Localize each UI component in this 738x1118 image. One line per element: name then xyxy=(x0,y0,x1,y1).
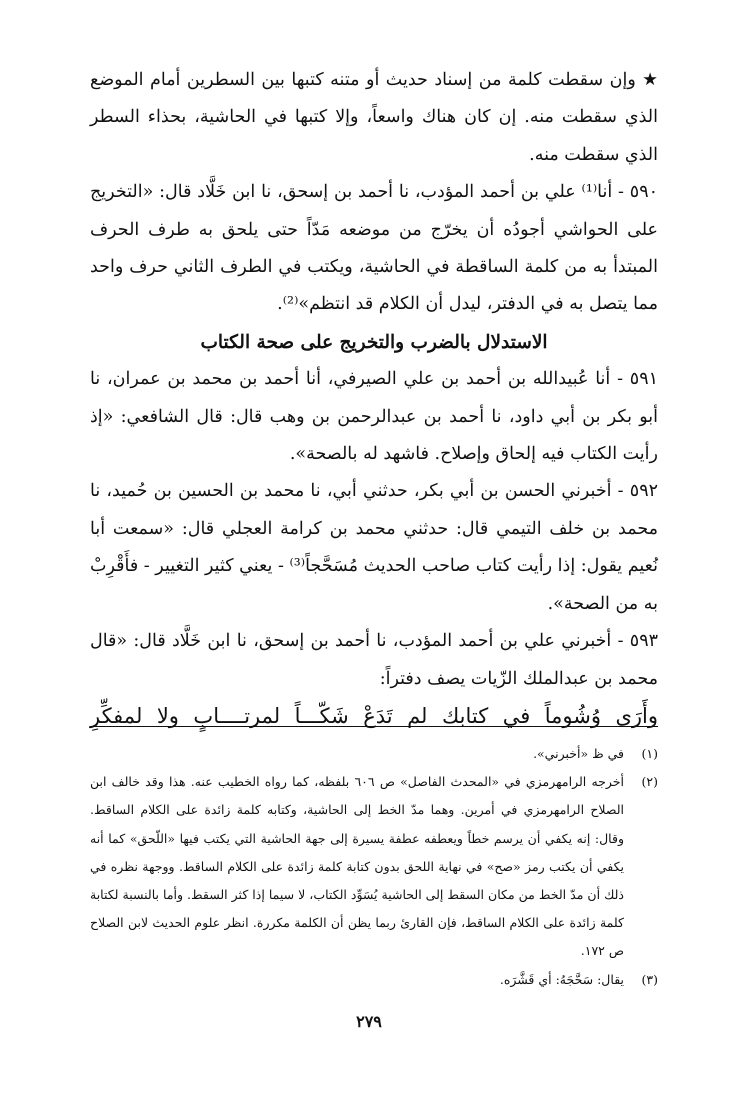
footnote-number: (٢) xyxy=(641,774,658,790)
footnote-separator xyxy=(90,726,658,727)
paragraph-592: ٥٩٢ - أخبرني الحسن بن أبي بكر، حدثني أبي، نا محمد بن الحسين بن حُميد، نا محمد بن خلف التيمي قال: حدثني محمد بن كرامة العجلي قال: «سمعت أبا نُعيم يقول: إذا رأيت كتاب صاحب الحديث مُسَحَّجاً⁽³⁾ - يعني كثير التغيير - فأَقْرِبْ به من الصحة». xyxy=(90,481,658,614)
footnote xyxy=(90,740,658,768)
verse-line: وأَرَى وُشُوماً في كتابك لم تَدَعْ شَكّـــاً لمرتــــابٍ ولا لمفكِّرِ xyxy=(90,703,658,728)
footnote-number: (٣) xyxy=(641,971,658,987)
footnote-text: في ظ «أخبرني». xyxy=(533,746,624,761)
footnote xyxy=(90,768,658,965)
footnotes xyxy=(90,740,658,994)
paragraph-593: ٥٩٣ - أخبرني علي بن أحمد المؤدب، نا أحمد بن إسحق، نا ابن خَلَّاد قال: «قال محمد بن عبدالملك الزّيات يصف دفتراً: xyxy=(90,631,658,689)
paragraph-590: ٥٩٠ - أنا⁽¹⁾ علي بن أحمد المؤدب، نا أحمد بن إسحق، نا ابن خَلَّاد قال: «التخريج على الحواشي أجودُه أن يخرّج من موضعه مَدّاً حتى يلحق به طرف الحرف المبتدأ به من كلمة الساقطة في الحاشية، ويكتب في الطرف الثاني حرف واحد مما يتصل به في الدفتر، ليدل أن الكلام قد انتظم»⁽²⁾. xyxy=(90,182,658,315)
footnote xyxy=(90,966,658,994)
paragraph-intro: ★ وإن سقطت كلمة من إسناد حديث أو متنه كتبها بين السطرين أمام الموضع الذي سقطت منه. إن كان هناك واسعاً، وإلا كتبها في الحاشية، بحذاء السطر الذي سقطت منه. xyxy=(90,70,658,165)
footnote-number: (١) xyxy=(641,746,658,761)
page-number: ٢٧٩ xyxy=(356,1012,382,1031)
footnote-text: يقال: سَحَّجَهُ: أي قَشَّرَه. xyxy=(499,971,624,987)
paragraph-591: ٥٩١ - أنا عُبيدالله بن أحمد بن علي الصيرفي، أنا أحمد بن محمد بن عمران، نا أبو بكر بن أبي داود، نا أحمد بن عبدالرحمن بن وهب قال: قال الشافعي: «إذ رأيت الكتاب فيه إلحاق وإصلاح. فاشهد له بالصحة». xyxy=(90,369,658,465)
footnote-text: أخرجه الرامهرمزي في «المحدث الفاصل» ص ٦٠٦ بلفظه، كما رواه الخطيب عنه. هذا وقد خالف ابن الصلاح الرامهرمزي في أمرين. وهما مدّ الخط إلى الحاشية، وكتابه كلمة زائدة على الكلام الساقط. وقال: إنه يكفي أن يرسم خطاً ويعطفه عطفة يسيرة إلى جهة الحاشية التي يكتب فيها «اللّحق» كما أنه يكفي أن يكتب رمز «صح» في نهاية اللحق بدون كتابة كلمة زائدة على الكلام الساقط. ووجهة نظره في ذلك أن مدّ الخط من مكان السقط إلى الحاشية يُسَوِّد الكتاب، لا سيما إذا كثر السقط. وأما بالنسبة لكتابة كلمة زائدة على الكلام الساقط، فإن القارئ ربما يظن أن الكلمة مكررة. انظر علوم الحديث لابن الصلاح ص ١٧٢. xyxy=(90,774,625,959)
section-heading: الاستدلال بالضرب والتخريج على صحة الكتاب xyxy=(200,331,548,353)
main-text xyxy=(90,62,658,735)
